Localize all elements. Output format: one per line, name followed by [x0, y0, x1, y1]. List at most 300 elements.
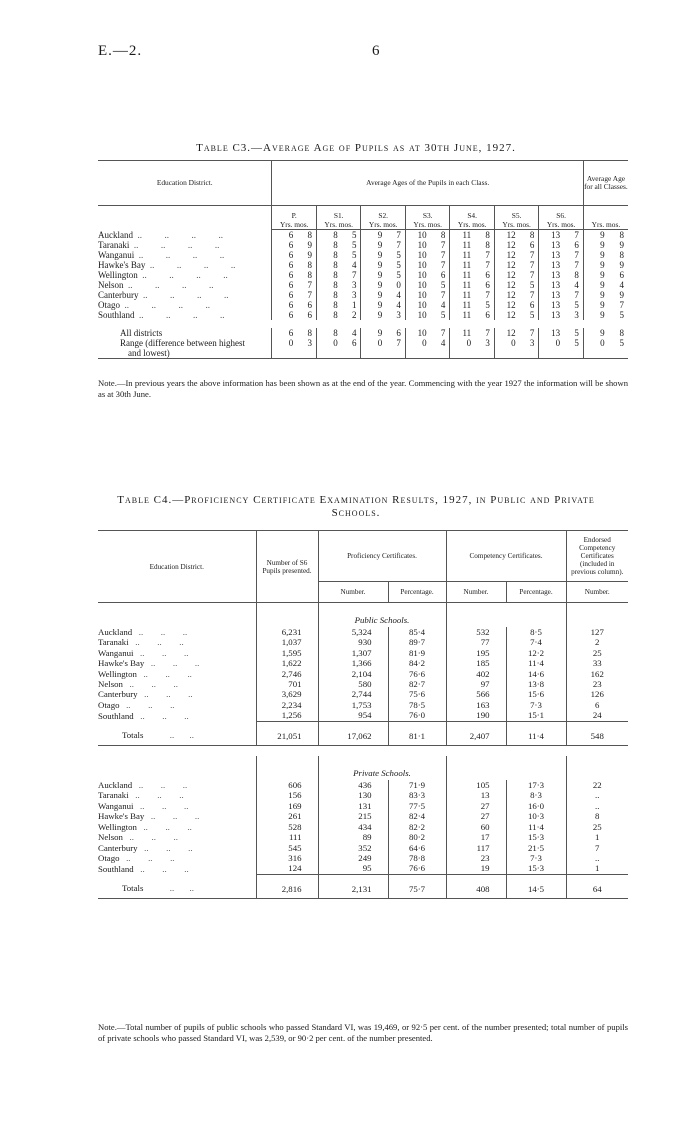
c3-all-mos-2: 6 [396, 328, 401, 338]
c3-row-4-mos-0: 8 [307, 270, 312, 280]
c3-row-3-mos-1: 4 [351, 260, 357, 270]
c3-range-yrs-0: 0 [272, 338, 295, 359]
c3-row-1-mos-4: 8 [485, 240, 490, 250]
c3-row-8-yrs-3: 10 [405, 310, 428, 320]
c3-row-7-mos-3: 4 [440, 300, 446, 310]
public-presented: 1,256 [256, 710, 318, 721]
c3-range-yrs-1: 0 [316, 338, 339, 359]
c3-row-4-mos-3: 6 [440, 270, 446, 280]
private-comp-number: 117 [446, 843, 506, 853]
c3-row-0-yrs-0: 6 [272, 230, 295, 241]
public-prof-number: 1,307 [318, 648, 388, 658]
public-comp-number: 195 [446, 648, 506, 658]
sub-header-endorsed-number: Number. [566, 582, 628, 603]
spacer [446, 756, 506, 780]
table-row [98, 679, 628, 689]
c3-row-2-yrs-1: 8 [316, 250, 339, 260]
c3-row-4-yrs-0: 6 [272, 270, 295, 280]
spacer [566, 756, 628, 780]
c3-row-4-mos-1: 7 [351, 270, 357, 280]
c3-row-3-mos-7: 9 [619, 260, 624, 270]
c3-row-3-mos-5: 7 [529, 260, 535, 270]
c3-row-7-yrs-4: 11 [450, 300, 473, 310]
c3-range-mos-2: 7 [384, 338, 405, 359]
leader-dots: .. .. .. [119, 852, 175, 863]
leader-dots: .. .. .. .. [138, 290, 229, 300]
c3-row-7-yrs-3: 10 [405, 300, 428, 310]
c3-row-8-mos-1: 2 [351, 310, 357, 320]
c3-row-3-mos-4: 7 [485, 260, 490, 270]
table-row [98, 250, 628, 260]
c3-row-7-mos-0: 6 [307, 300, 312, 310]
private-district-name: Southland [98, 863, 134, 874]
c3-row-2-mos-7: 8 [619, 250, 624, 260]
public-district-name: Southland [98, 710, 134, 721]
c3-row-6-yrs-2: 9 [361, 290, 384, 300]
private-prof-number: 249 [318, 853, 388, 863]
col-ages-header: Average Ages of the Pupils in each Class. [272, 161, 583, 206]
c3-row-2-mos-6: 7 [574, 250, 579, 260]
c3-row-7-mos-7: 7 [619, 300, 624, 310]
leader-dots: .. .. [143, 883, 194, 894]
private-prof-percentage: 64·6 [388, 843, 446, 853]
c3-row-0-mos-3: 8 [440, 230, 446, 240]
c3-row-5-mos-2: 0 [396, 280, 401, 290]
spacer [256, 603, 318, 628]
public-comp-percentage: 15·6 [506, 689, 566, 699]
c3-row-8-mos-4: 6 [485, 310, 490, 320]
c3-row-6-mos-0: 7 [307, 290, 312, 300]
c3-row-4-district [98, 270, 272, 280]
private-presented: 111 [256, 832, 318, 842]
leader-dots: .. .. .. [133, 710, 189, 721]
public-presented: 3,629 [256, 689, 318, 699]
public-section-label: Public Schools. [318, 603, 446, 628]
c3-range-mos-0: 3 [295, 338, 316, 359]
private-district-name: Nelson [98, 832, 123, 843]
c3-row-4-mos-2: 5 [396, 270, 401, 280]
c3-row-4-yrs-7: 9 [583, 270, 606, 280]
c3-row-3-mos-3: 7 [440, 260, 446, 270]
c3-row-3-yrs-6: 13 [539, 260, 562, 270]
c3-row-5-yrs-2: 9 [361, 280, 384, 290]
table-c4-note: Note.—Total number of pupils of public schools who passed Standard VI, was 19,469, or 92·5 per cent. of the number presented; total number of pupils of private schools who passed Standard VI, was 2,539, or 90·2 per cent. of the number presented. [98, 1022, 628, 1043]
leader-dots: .. .. .. [136, 821, 192, 832]
c3-row-1-yrs-3: 10 [405, 240, 428, 250]
public-totals-endorsed: 548 [566, 721, 628, 745]
c3-row-7-district [98, 300, 272, 310]
leader-dots: .. .. .. [122, 679, 178, 690]
spacer [446, 603, 506, 628]
c3-row-7-mos-2: 4 [396, 300, 401, 310]
public-prof-percentage: 76·6 [388, 669, 446, 679]
private-comp-number: 13 [446, 790, 506, 800]
c3-row-6-mos-3: 7 [440, 290, 446, 300]
leader-dots: .. .. .. [133, 863, 189, 874]
leader-dots: .. .. .. .. [133, 229, 223, 240]
c3-row-3-yrs-7: 9 [583, 260, 606, 270]
table-row [98, 310, 628, 320]
c3-row-1-district [98, 240, 272, 250]
table-row [98, 832, 628, 842]
c3-row-3-mos-6: 7 [574, 260, 579, 270]
public-district-cell [98, 627, 256, 637]
col-prof-header: Proficiency Certificates. [318, 531, 446, 582]
public-comp-percentage: 8·5 [506, 627, 566, 637]
unit-header-5: Yrs. mos. [494, 221, 538, 230]
c3-row-5-mos-3: 5 [440, 280, 446, 290]
private-prof-percentage: 76·6 [388, 863, 446, 874]
leader-dots: .. .. .. [128, 637, 184, 648]
private-presented: 545 [256, 843, 318, 853]
public-comp-number: 77 [446, 637, 506, 647]
public-district-cell [98, 689, 256, 699]
c3-row-8-yrs-4: 11 [450, 310, 473, 320]
leader-dots: .. .. .. .. [134, 310, 225, 320]
leader-dots: .. .. .. .. [123, 280, 214, 290]
public-prof-percentage: 78·5 [388, 700, 446, 710]
c3-range-mos-5: 3 [518, 338, 539, 359]
leader-dots: .. .. .. [128, 790, 184, 801]
table-row [98, 710, 628, 721]
c3-row-1-mos-0: 9 [307, 240, 312, 250]
table-row [98, 843, 628, 853]
private-comp-percentage: 11·4 [506, 822, 566, 832]
private-district-name: Auckland [98, 780, 133, 791]
leader-dots: .. .. .. .. [120, 300, 210, 310]
c3-row-6-mos-4: 7 [485, 290, 490, 300]
c3-row-5-district [98, 280, 272, 290]
col-district-header: Education District. [98, 531, 256, 603]
c3-row-4-yrs-1: 8 [316, 270, 339, 280]
c3-row-8-mos-3: 5 [440, 310, 446, 320]
private-totals-cell [98, 874, 256, 898]
private-comp-percentage: 21·5 [506, 843, 566, 853]
c3-row-2-yrs-2: 9 [361, 250, 384, 260]
private-presented: 316 [256, 853, 318, 863]
c3-row-1-yrs-4: 11 [450, 240, 473, 250]
table-row [98, 627, 628, 637]
c3-row-4-mos-5: 7 [529, 270, 535, 280]
c3-row-2-yrs-4: 11 [450, 250, 473, 260]
public-endorsed: 23 [566, 679, 628, 689]
sub-header-prof-percentage: Percentage. [388, 582, 446, 603]
private-district-name: Taranaki [98, 790, 129, 801]
table-row [98, 811, 628, 821]
private-prof-number: 130 [318, 790, 388, 800]
c3-row-2-district [98, 250, 272, 260]
c3-row-4-yrs-4: 11 [450, 270, 473, 280]
private-totals-prof-number: 2,131 [318, 874, 388, 898]
public-district-name: Wanganui [98, 647, 134, 658]
c3-row-4-yrs-5: 12 [494, 270, 517, 280]
public-prof-number: 954 [318, 710, 388, 721]
unit-header-3: Yrs. mos. [405, 221, 449, 230]
page-number: 6 [372, 43, 380, 59]
private-endorsed: 1 [566, 832, 628, 842]
class-header-3: S3. [405, 206, 449, 221]
leader-dots: .. .. .. [132, 627, 188, 637]
c3-row-3-yrs-5: 12 [494, 260, 517, 270]
c3-row-3-yrs-2: 9 [361, 260, 384, 270]
c3-row-0-district [98, 230, 272, 241]
private-totals-label: Totals [122, 883, 144, 894]
spacer [506, 756, 566, 780]
private-totals-comp-percentage: 14·5 [506, 874, 566, 898]
c3-row-0-mos-1: 5 [351, 230, 357, 240]
spacer [256, 756, 318, 780]
private-presented: 528 [256, 822, 318, 832]
public-totals-cell [98, 721, 256, 745]
c3-row-6-mos-5: 7 [529, 290, 535, 300]
table-row [98, 780, 628, 790]
public-district-name: Hawke's Bay [98, 658, 145, 669]
leader-dots: .. .. .. [137, 689, 193, 700]
c3-row-0-mos-7: 8 [619, 230, 624, 240]
c3-row-1-yrs-1: 8 [316, 240, 339, 250]
public-comp-percentage: 7·3 [506, 700, 566, 710]
public-presented: 1,595 [256, 648, 318, 658]
unit-header-7: Yrs. mos. [583, 221, 628, 230]
c3-row-1-mos-1: 5 [351, 240, 357, 250]
private-district-cell [98, 863, 256, 874]
table-row [98, 328, 628, 338]
private-presented: 124 [256, 863, 318, 874]
c3-row-0-yrs-4: 11 [450, 230, 473, 241]
private-endorsed: 25 [566, 822, 628, 832]
c3-row-3-yrs-0: 6 [272, 260, 295, 270]
report-code: E.—2. [98, 43, 143, 59]
private-totals-comp-number: 408 [446, 874, 506, 898]
table-row [98, 669, 628, 679]
c3-row-2-mos-2: 5 [396, 250, 401, 260]
table-row [98, 260, 628, 270]
c3-row-6-mos-1: 3 [351, 290, 357, 300]
public-district-cell [98, 700, 256, 710]
table-row [98, 300, 628, 310]
private-comp-number: 23 [446, 853, 506, 863]
public-presented: 1,037 [256, 637, 318, 647]
public-presented: 1,622 [256, 658, 318, 668]
c3-all-yrs-2: 9 [361, 328, 384, 338]
c3-all-mos-0: 8 [307, 328, 312, 338]
c3-row-8-mos-7: 5 [619, 310, 624, 320]
c3-range-yrs-5: 0 [494, 338, 517, 359]
c3-row-1-mos-6: 6 [574, 240, 579, 250]
c3-row-7-mos-1: 1 [351, 300, 357, 310]
class-header-2: S2. [361, 206, 405, 221]
private-prof-number: 95 [318, 863, 388, 874]
private-presented: 606 [256, 780, 318, 790]
leader-dots: .. .. .. [133, 647, 189, 658]
public-prof-number: 2,104 [318, 669, 388, 679]
c3-range-label [98, 338, 272, 359]
c3-row-6-yrs-1: 8 [316, 290, 339, 300]
public-comp-percentage: 14·6 [506, 669, 566, 679]
class-header-all [583, 206, 628, 221]
private-comp-percentage: 10·3 [506, 811, 566, 821]
leader-dots: .. .. .. [137, 842, 193, 853]
public-endorsed: 127 [566, 627, 628, 637]
c3-row-2-mos-1: 5 [351, 250, 357, 260]
leader-dots: .. .. .. [144, 811, 200, 822]
public-comp-number: 163 [446, 700, 506, 710]
c3-row-8-mos-0: 6 [307, 310, 312, 320]
c3-row-6-mos-6: 7 [574, 290, 579, 300]
c3-all-mos-1: 4 [351, 328, 357, 338]
private-prof-number: 131 [318, 801, 388, 811]
c3-row-1-mos-5: 6 [529, 240, 535, 250]
table-c3-note: Note.—In previous years the above information has been shown as at the end of the year. Commencing with the year 1927 the information will be shown as at 30th June. [98, 378, 628, 399]
public-district-name: Otago [98, 699, 120, 710]
c3-all-yrs-0: 6 [272, 328, 295, 338]
public-district-cell [98, 669, 256, 679]
c3-row-0-yrs-2: 9 [361, 230, 384, 241]
private-district-cell [98, 822, 256, 832]
public-prof-percentage: 82·7 [388, 679, 446, 689]
c3-row-0-mos-4: 8 [485, 230, 490, 240]
private-comp-percentage: 8·3 [506, 790, 566, 800]
c3-range-mos-1: 6 [340, 338, 361, 359]
private-prof-number: 352 [318, 843, 388, 853]
spacer [566, 603, 628, 628]
public-comp-number: 97 [446, 679, 506, 689]
private-district-cell [98, 811, 256, 821]
c3-district-name: Southland [98, 310, 135, 320]
c3-all-mos-5: 7 [529, 328, 535, 338]
table-row [98, 230, 628, 241]
c3-row-0-yrs-7: 9 [583, 230, 606, 241]
c3-row-7-yrs-1: 8 [316, 300, 339, 310]
leader-dots: .. .. .. .. [134, 250, 225, 260]
c3-row-8-yrs-7: 9 [583, 310, 606, 320]
public-presented: 701 [256, 679, 318, 689]
c3-row-7-mos-6: 5 [574, 300, 579, 310]
col-comp-header: Competency Certificates. [446, 531, 566, 582]
public-district-cell [98, 658, 256, 668]
public-totals-label: Totals [122, 730, 144, 741]
unit-header-0: Yrs. mos. [272, 221, 316, 230]
c3-row-7-mos-4: 5 [485, 300, 490, 310]
c3-row-5-mos-7: 4 [619, 280, 624, 290]
c3-range-yrs-7: 0 [583, 338, 606, 359]
private-prof-percentage: 82·2 [388, 822, 446, 832]
public-endorsed: 24 [566, 710, 628, 721]
private-endorsed: .. [566, 790, 628, 800]
c3-row-7-yrs-5: 12 [494, 300, 517, 310]
public-comp-number: 566 [446, 689, 506, 699]
c3-range-yrs-6: 0 [539, 338, 562, 359]
table-c4 [98, 530, 628, 899]
spacer [98, 221, 272, 230]
private-comp-number: 17 [446, 832, 506, 842]
public-totals-prof-number: 17,062 [318, 721, 388, 745]
c3-row-2-yrs-5: 12 [494, 250, 517, 260]
public-comp-percentage: 11·4 [506, 658, 566, 668]
c3-row-3-mos-0: 8 [307, 260, 312, 270]
col-endorsed-header: Endorsed Competency Certificates (included in previous column). [566, 531, 628, 582]
c3-row-2-mos-4: 7 [485, 250, 490, 260]
public-endorsed: 162 [566, 669, 628, 679]
table-row [98, 801, 628, 811]
private-totals-presented: 2,816 [256, 874, 318, 898]
class-header-5: S5. [494, 206, 538, 221]
c3-row-7-yrs-2: 9 [361, 300, 384, 310]
private-comp-number: 105 [446, 780, 506, 790]
unit-header-4: Yrs. mos. [450, 221, 494, 230]
leader-dots: .. .. .. .. [145, 260, 236, 270]
col-district-header: Education District. [98, 161, 272, 206]
table-c4-title-line1: Table C4.—Proficiency Certificate Examination Results, 1927, in Public and Private [117, 494, 595, 506]
c3-district-name: Taranaki [98, 240, 130, 250]
c3-row-8-mos-6: 3 [574, 310, 579, 320]
totals-row [98, 874, 628, 898]
public-district-cell [98, 710, 256, 721]
c3-row-3-yrs-4: 11 [450, 260, 473, 270]
public-prof-percentage: 76·0 [388, 710, 446, 721]
c3-row-0-yrs-5: 12 [494, 230, 517, 241]
private-comp-percentage: 7·3 [506, 853, 566, 863]
c3-district-name: Wanganui [98, 250, 135, 260]
c3-all-mos-6: 5 [574, 328, 579, 338]
leader-dots: .. .. .. .. [129, 240, 220, 250]
c3-row-1-mos-3: 7 [440, 240, 446, 250]
table-row [98, 270, 628, 280]
c3-row-5-mos-4: 6 [485, 280, 490, 290]
private-prof-percentage: 80·2 [388, 832, 446, 842]
leader-dots: .. .. [143, 730, 194, 741]
c3-all-yrs-5: 12 [494, 328, 517, 338]
c3-row-2-yrs-3: 10 [405, 250, 428, 260]
class-header-6: S6. [539, 206, 583, 221]
private-comp-number: 27 [446, 801, 506, 811]
table-row [98, 338, 628, 359]
private-prof-number: 215 [318, 811, 388, 821]
private-presented: 156 [256, 790, 318, 800]
public-prof-percentage: 85·4 [388, 627, 446, 637]
private-comp-number: 60 [446, 822, 506, 832]
c3-row-1-yrs-6: 13 [539, 240, 562, 250]
table-row [98, 689, 628, 699]
c3-all-yrs-6: 13 [539, 328, 562, 338]
c3-row-5-yrs-6: 13 [539, 280, 562, 290]
c3-row-8-yrs-2: 9 [361, 310, 384, 320]
c3-row-2-mos-5: 7 [529, 250, 535, 260]
c3-district-name: Hawke's Bay [98, 260, 146, 270]
spacer [98, 206, 272, 221]
c3-row-4-yrs-6: 13 [539, 270, 562, 280]
private-endorsed: 22 [566, 780, 628, 790]
table-row [98, 863, 628, 874]
table-c4-title [90, 494, 622, 520]
class-header-1: S1. [316, 206, 360, 221]
table-row [98, 240, 628, 250]
table-row [98, 822, 628, 832]
public-totals-prof-percentage: 81·1 [388, 721, 446, 745]
public-district-name: Wellington [98, 668, 137, 679]
private-prof-number: 89 [318, 832, 388, 842]
private-comp-number: 27 [446, 811, 506, 821]
public-totals-comp-number: 2,407 [446, 721, 506, 745]
public-district-name: Taranaki [98, 637, 129, 648]
c3-row-2-yrs-7: 9 [583, 250, 606, 260]
c3-row-4-yrs-3: 10 [405, 270, 428, 280]
public-prof-number: 1,753 [318, 700, 388, 710]
c3-district-name: Otago [98, 300, 120, 310]
private-prof-percentage: 77·5 [388, 801, 446, 811]
c3-row-5-mos-0: 7 [307, 280, 312, 290]
public-prof-number: 580 [318, 679, 388, 689]
